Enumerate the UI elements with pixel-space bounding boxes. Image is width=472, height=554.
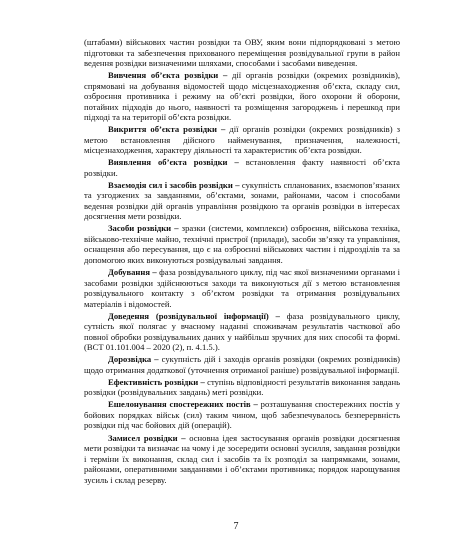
glossary-entry [84, 70, 400, 123]
glossary-definition: фаза розвідувального циклу, сутність якої полягає у вчасному наданні споживачам результатів часткової або повної обробки розвідувальних даних у найбільш зручних для них способі та формі. (ВСТ 01.101.004 – 2020 (2), п. 4.1.5.). [84, 310, 400, 353]
term-separator: – [149, 267, 160, 278]
glossary-entry [84, 223, 400, 265]
glossary-term: Викриття об’єкта розвідки [108, 124, 217, 135]
glossary-entry [84, 433, 400, 486]
glossary-definition: ступінь відповідності результатів виконання завдань розвідки (розвідувальних завдань) меті розвідки. [84, 376, 400, 398]
paragraph-text: (штабами) військових частин розвідки та ОВУ, яким вони підпорядковані з метою підготовки та забезпечення прихованого переміщення розвідувальної групи в район ведення розвідки визначеними шляхами, способами і засобами виведення. [84, 37, 400, 68]
glossary-term: Засоби розвідки [108, 223, 172, 234]
glossary-term: Замисел розвідки [108, 432, 178, 443]
glossary-term: Вивчення об’єкта розвідки [108, 70, 219, 81]
paragraph-continuation [84, 37, 400, 69]
term-separator: – [177, 432, 190, 443]
glossary-definition: зразки (системи, комплекси) озброєння, військова техніка, військово-технічне майно, технічні пристрої (прилади), засоби зв’язку та управління, оснащення або пересування, що є на озброєнні військових частин і підрозділів та за допомогою яких виконуються розвідувальні завдання. [84, 223, 401, 265]
glossary-entry [84, 311, 400, 353]
glossary-term: Взаємодія сил і засобів розвідки [108, 179, 233, 190]
glossary-definition: дії органів розвідки (окремих розвідників) з метою встановлення дійсного найменування, призначення, належності, місцезнаходження, характеру діяльності та характеристик об’єкта розвідки. [84, 124, 401, 156]
glossary-term: Доведення (розвідувальної інформації) [108, 310, 269, 321]
glossary-definition: встановлення факту наявності об’єкта розвідки. [84, 157, 400, 178]
glossary-definition: сукупність дій і заходів органів розвідки (окремих розвідників) щодо отримання додаткової (уточнення отриманої раніше) розвідувальної інформації. [84, 354, 401, 375]
term-separator: – [227, 157, 246, 168]
glossary-entry [84, 399, 400, 431]
glossary-entry [84, 354, 400, 375]
glossary-definition: дії органів розвідки (окремих розвідників), спрямовані на добування відомостей щодо місцезнаходження об’єкта, складу сил, озброєння противника і режиму на об’єкті розвідки, його охорони й оборони, потайних підходів до нього, наявності та розміщення загороджень і перешкод при підході та на території об’єкта розвідки. [84, 70, 400, 123]
term-separator: – [218, 70, 232, 81]
glossary-term: Дорозвідка [108, 354, 152, 365]
glossary-entry [84, 157, 400, 178]
term-separator: – [151, 354, 162, 365]
page-number: 7 [233, 521, 239, 532]
term-separator: – [250, 399, 261, 410]
term-separator: – [217, 124, 230, 135]
glossary-term: Добування [108, 267, 150, 278]
glossary-entry [84, 124, 400, 156]
glossary-entry [84, 180, 400, 222]
term-separator: – [232, 179, 242, 190]
glossary-definition: основна ідея застосування органів розвідки досягнення мети розвідки та визначає на чому і де зосередити основні зусилля, завдання розвідки і терміни їх виконання, склад сил і засобів та їх розподіл за напрямками, зонами, районами, оперативними завданнями і об’єктами противника; порядок нарощування зусиль і склад резерву. [84, 432, 401, 485]
glossary-definition: сукупність спланованих, взаємопов’язаних та узгоджених за завданнями, об’єктами, зонами, районами, часом і способами ведення розвідки дій органів управління розвідкою та органів розвідки в інтересах досягнення мети розвідки. [84, 179, 401, 222]
term-separator: – [171, 223, 182, 234]
glossary-term: Ефективність розвідки [108, 376, 199, 387]
glossary-term: Ешелонування спостережних постів [108, 399, 251, 410]
term-separator: – [198, 376, 208, 387]
glossary-definition: фаза розвідувального циклу, під час якої визначеними органами і засобами розвідки здійснюються заходи та виконуються дії з метою встановлення розвідувального контакту з об’єктом розвідки та отримання розвідувальних матеріалів і відомостей. [84, 267, 400, 309]
glossary-entry [84, 377, 400, 398]
glossary-entry [84, 267, 400, 309]
term-separator: – [268, 310, 287, 321]
page-body [84, 37, 400, 487]
glossary-definition: розташування спостережних постів у бойових порядках військ (сил) таким чином, щоб забезпечувалось безперервність розвідки під час бойових дій (операцій). [84, 399, 400, 431]
glossary-term: Виявлення об’єкта розвідки [108, 157, 228, 168]
